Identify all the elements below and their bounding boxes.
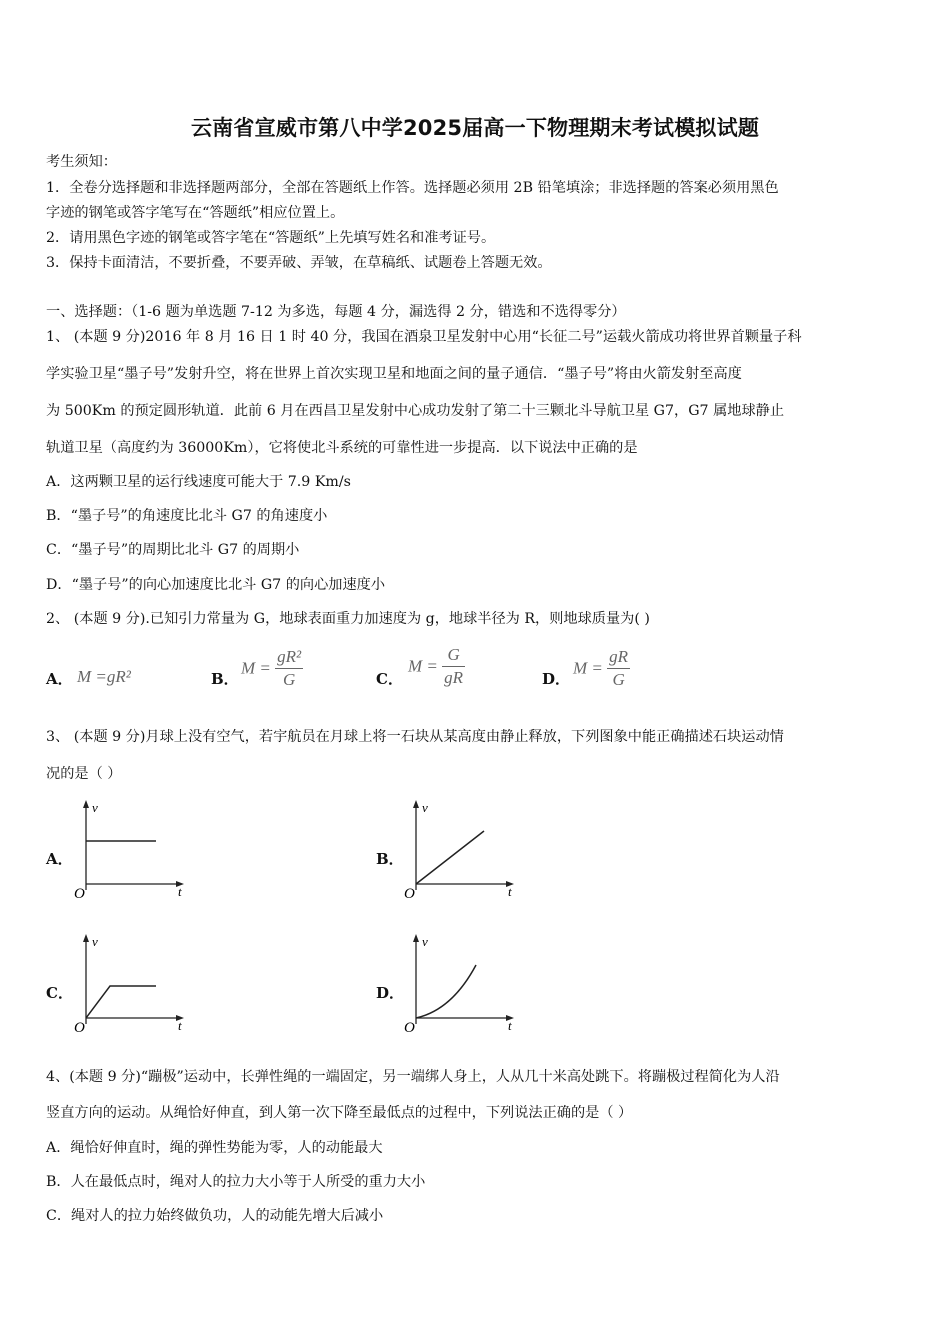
q2-option-d-label: D． [542, 670, 571, 688]
q2-option-b-numerator: gR² [275, 646, 303, 669]
q2-option-c-fraction [442, 644, 465, 689]
v-axis-label: v [92, 800, 98, 815]
q2-option-d-formula [573, 646, 630, 691]
v-axis-arrow [83, 934, 89, 942]
q3-option-d-label: D． [376, 984, 405, 1002]
velocity-curve [416, 965, 476, 1018]
v-axis-label: v [422, 800, 428, 815]
q1-stem-line-4: 轨道卫星（高度约为 36000Km），它将使北斗系统的可靠性进一步提高．以下说法中正确的是 [46, 440, 638, 456]
q1-stem-line-3: 为 500Km 的预定圆形轨道．此前 6 月在西昌卫星发射中心成功发射了第二十三颗北斗导航卫星 G7，G7 属地球静止 [46, 403, 785, 419]
q4-option-c: C．绳对人的拉力始终做负功，人的动能先增大后减小 [46, 1208, 384, 1224]
q3-graph-a [70, 798, 190, 900]
notice-line-3: 3．保持卡面清洁，不要折叠，不要弄破、弄皱，在草稿纸、试题卷上答题无效。 [46, 255, 552, 271]
q1-option-b: B．“墨子号”的角速度比北斗 G7 的角速度小 [46, 508, 328, 524]
q3-option-c-label: C． [46, 984, 73, 1002]
q2-option-b-lhs: M = [241, 658, 271, 678]
velocity-line-linear [416, 831, 484, 884]
notice-line-1a: 1．全卷分选择题和非选择题两部分，全部在答题纸上作答。选择题必须用 2B 铅笔填涂；非选择题的答案必须用黑色 [46, 180, 779, 196]
t-axis-label: t [508, 884, 512, 899]
t-axis-label: t [508, 1018, 512, 1033]
origin-label: O [404, 886, 415, 900]
notice-heading: 考生须知： [46, 154, 117, 170]
q2-option-b-denominator: G [282, 670, 296, 689]
origin-label: O [74, 886, 85, 900]
q1-option-c: C．“墨子号”的周期比北斗 G7 的周期小 [46, 542, 300, 558]
q2-option-b-formula [241, 646, 303, 691]
q2-option-b-fraction [275, 646, 303, 691]
q2-option-c-label: C． [376, 670, 403, 688]
q1-stem-line-2: 学实验卫星“墨子号”发射升空，将在世界上首次实现卫星和地面之间的量子通信．“墨子号”将由火箭发射至高度 [46, 366, 742, 382]
q2-stem: 2、 (本题 9 分).已知引力常量为 G，地球表面重力加速度为 g，地球半径为 R，则地球质量为( ) [46, 611, 650, 627]
v-axis-label: v [422, 934, 428, 949]
q1-stem-line-1: 1、 (本题 9 分)2016 年 8 月 16 日 1 时 40 分，我国在酒泉卫星发射中心用“长征二号”运载火箭成功将世界首颗量子科 [46, 329, 802, 345]
q3-option-a-label: A． [46, 850, 73, 868]
q2-option-a-formula: M =gR² [77, 667, 131, 686]
q4-stem-line-1: 4、(本题 9 分)“蹦极”运动中，长弹性绳的一端固定，另一端绑人身上，人从几十米高处跳下。将蹦极过程简化为人沿 [46, 1069, 780, 1085]
velocity-line-rise-then-flat [86, 986, 156, 1018]
notice-line-1b: 字迹的钢笔或答字笔写在“答题纸”相应位置上。 [46, 205, 345, 221]
q4-option-a: A．绳恰好伸直时，绳的弹性势能为零，人的动能最大 [46, 1140, 383, 1156]
q4-option-b: B．人在最低点时，绳对人的拉力大小等于人所受的重力大小 [46, 1174, 426, 1190]
page-title: 云南省宣威市第八中学2025届高一下物理期末考试模拟试题 [190, 116, 760, 140]
q3-graph-b [400, 798, 520, 900]
t-axis-label: t [178, 1018, 182, 1033]
section-heading: 一、选择题：（1-6 题为单选题 7-12 为多选，每题 4 分，漏选得 2 分，错选和不选得零分） [46, 304, 626, 320]
v-axis-arrow [413, 934, 419, 942]
q1-option-d: D．“墨子号”的向心加速度比北斗 G7 的向心加速度小 [46, 577, 386, 593]
notice-line-2: 2．请用黑色字迹的钢笔或答字笔在“答题纸”上先填写姓名和准考证号。 [46, 230, 496, 246]
origin-label: O [404, 1020, 415, 1034]
q3-stem-line-2: 况的是（ ） [46, 766, 122, 782]
origin-label: O [74, 1020, 85, 1034]
v-axis-arrow [413, 800, 419, 808]
q2-option-d-fraction [607, 646, 630, 691]
t-axis-label: t [178, 884, 182, 899]
v-axis-label: v [92, 934, 98, 949]
q4-stem-line-2: 竖直方向的运动。从绳恰好伸直，到人第一次下降至最低点的过程中，下列说法正确的是（ ） [46, 1105, 633, 1121]
v-axis-arrow [83, 800, 89, 808]
q3-graph-c [70, 932, 190, 1034]
q2-option-c-lhs: M = [408, 656, 438, 676]
q2-option-d-numerator: gR [607, 646, 630, 669]
q2-option-c-formula [408, 644, 465, 689]
q3-option-b-label: B． [376, 850, 404, 868]
q3-graph-d [400, 932, 520, 1034]
q2-option-d-lhs: M = [573, 658, 603, 678]
q2-option-b-label: B． [211, 670, 239, 688]
q1-option-a: A．这两颗卫星的运行线速度可能大于 7.9 Km/s [46, 474, 351, 490]
q3-stem-line-1: 3、 (本题 9 分)月球上没有空气，若宇航员在月球上将一石块从某高度由静止释放，下列图象中能正确描述石块运动情 [46, 729, 784, 745]
q2-option-d-denominator: G [612, 670, 625, 689]
q2-option-c-numerator: G [442, 644, 465, 667]
q2-option-c-denominator: gR [444, 668, 464, 687]
q2-option-a-label: A． [46, 670, 73, 688]
